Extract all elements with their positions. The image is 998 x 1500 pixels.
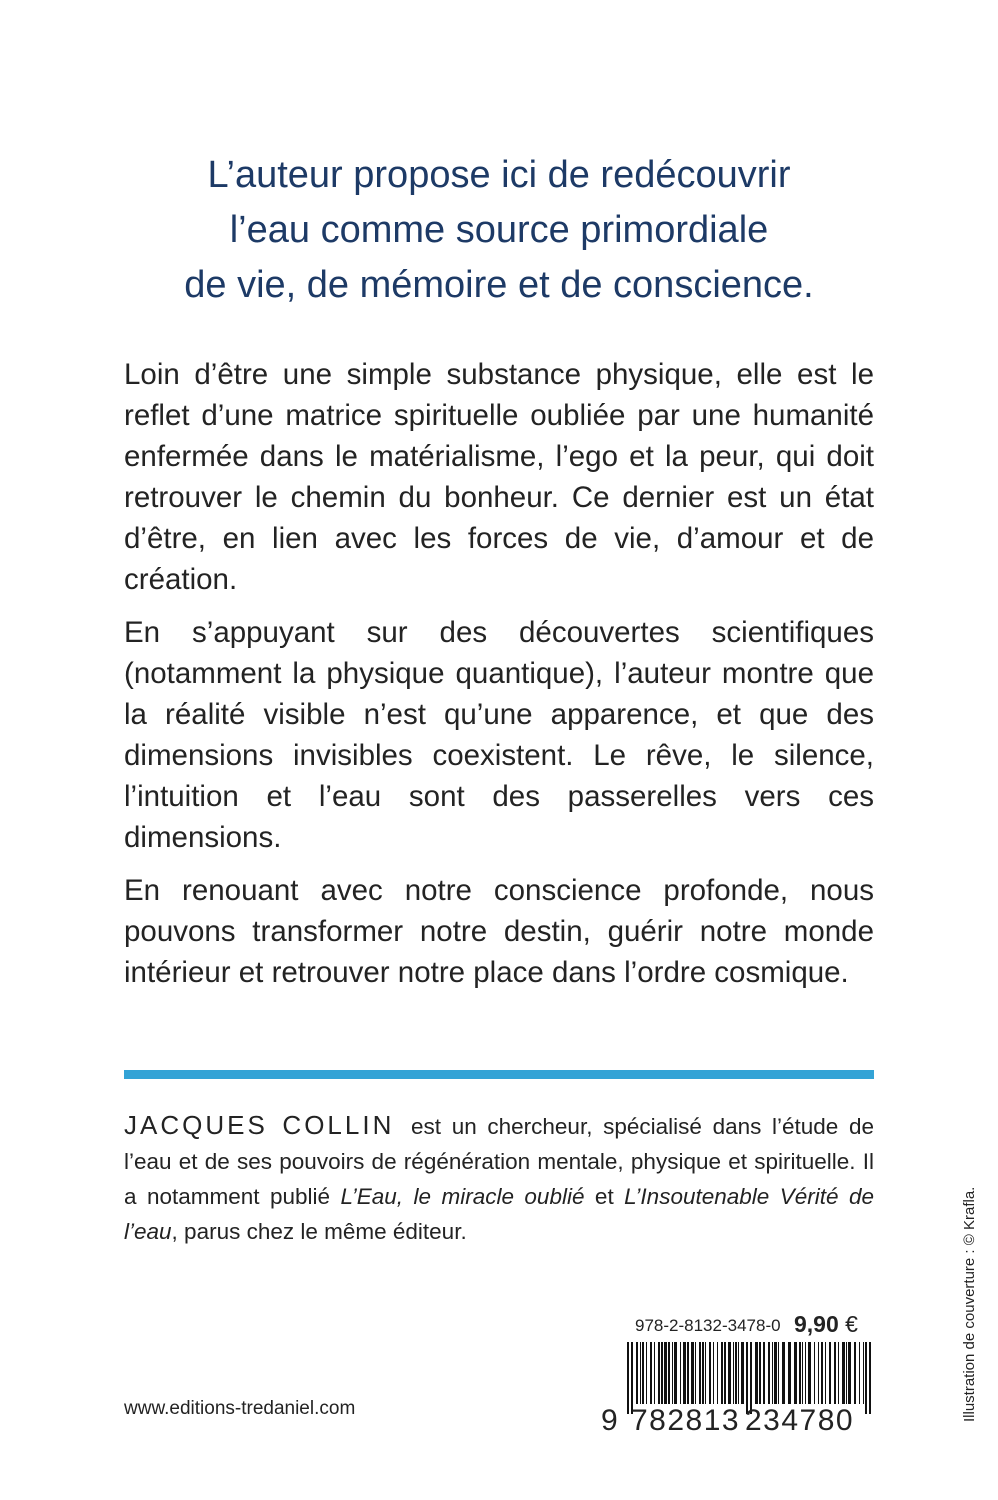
barcode-bar [846, 1342, 847, 1404]
barcode-bar [661, 1342, 663, 1404]
barcode-bar [755, 1342, 758, 1404]
barcode-bar [640, 1342, 641, 1404]
intro-line: l’eau comme source primordiale [229, 209, 769, 251]
barcode-digit-group: 782813 [631, 1404, 741, 1437]
barcode-bar [838, 1342, 839, 1404]
barcode-bar [713, 1342, 714, 1404]
barcode-bar [834, 1342, 836, 1404]
intro-tagline [80, 148, 918, 313]
description-paragraph: En s’appuyant sur des découvertes scientifiques (notamment la physique quantique), l’auteur montre que la réalité visible n’est qu’une apparence, et que des dimensions invisibles coexistent. Le rêve, le silence, l’intuition et l’eau sont des passerelles vers ces dimensions. [124, 616, 874, 854]
barcode-bar [799, 1342, 801, 1404]
barcode-bar [687, 1342, 689, 1404]
bio-text: et [584, 1184, 625, 1209]
barcode-bar [709, 1342, 711, 1404]
publisher-website[interactable]: www.editions-tredaniel.com [124, 1398, 356, 1419]
barcode-block [595, 1310, 885, 1437]
barcode-bar [664, 1342, 667, 1404]
barcode-bar [672, 1342, 673, 1404]
barcode-bar [854, 1342, 856, 1404]
barcode-bar [818, 1342, 819, 1404]
price [794, 1311, 858, 1338]
currency-symbol: € [845, 1311, 858, 1337]
barcode-bar [705, 1342, 706, 1404]
author-bio [124, 1108, 874, 1249]
barcode-bar [650, 1342, 652, 1404]
barcode-bar [695, 1342, 696, 1404]
barcode-bar [782, 1342, 785, 1404]
barcode-bar [642, 1342, 644, 1404]
barcode-bar [683, 1342, 686, 1404]
barcode-bar [738, 1342, 739, 1404]
intro-line: L’auteur propose ici de redécouvrir [207, 154, 791, 196]
isbn-price-line [595, 1310, 885, 1340]
bio-text: est un chercheur, spécialisé dans l’étude de l’eau et de ses pouvoirs de régénération mentale, physique et spirituelle. Il a notamment publié [124, 1114, 874, 1209]
barcode-bar [759, 1342, 761, 1404]
barcode-bar [772, 1342, 773, 1404]
barcode-bar [842, 1342, 845, 1404]
barcode-bar [802, 1342, 803, 1404]
barcode-bar [702, 1342, 704, 1404]
description [124, 354, 874, 993]
barcode-bar [859, 1342, 860, 1404]
barcode-bar [763, 1342, 765, 1404]
barcode-bar [821, 1342, 823, 1404]
divider-rule [124, 1070, 874, 1079]
barcode-bar [808, 1342, 811, 1404]
barcode-bar [668, 1342, 670, 1404]
cover-credit: Illustration de couverture : © Krafla. [961, 1186, 978, 1422]
description-paragraph: En renouant avec notre conscience profonde, nous pouvons transformer notre destin, guérir notre monde intérieur et retrouver notre place dans l’ordre cosmique. [124, 874, 874, 989]
book-title: L’Insoutenable Vérité de l’eau [124, 1184, 874, 1244]
barcode-bar [794, 1342, 797, 1404]
barcode-bar [735, 1342, 737, 1404]
author-name: JACQUES COLLIN [124, 1110, 395, 1140]
barcode-bar [829, 1342, 831, 1404]
barcode-digit-group: 234780 [745, 1404, 855, 1437]
barcode-bar [768, 1342, 770, 1404]
barcode-bar [848, 1342, 851, 1404]
barcode-digits [595, 1404, 885, 1438]
barcode-bar [724, 1342, 726, 1404]
barcode-bar [788, 1342, 791, 1404]
barcode-bar [654, 1342, 655, 1404]
barcode-bar [805, 1342, 806, 1404]
barcode-bar [778, 1342, 779, 1404]
price-value: 9,90 [794, 1311, 839, 1337]
bio-text: , parus chez le même éditeur. [171, 1219, 467, 1244]
barcode-bar [825, 1342, 826, 1404]
intro-line: de vie, de mémoire et de conscience. [184, 264, 814, 306]
barcode-bar [699, 1342, 701, 1404]
barcode-bar [774, 1342, 777, 1404]
isbn-number: 978-2-8132-3478-0 [635, 1316, 781, 1335]
book-title: L’Eau, le miracle oublié [340, 1184, 585, 1209]
barcode-bar [728, 1342, 731, 1404]
barcode-bar [717, 1342, 718, 1404]
barcode-bar [721, 1342, 723, 1404]
barcode-bar [814, 1342, 815, 1404]
barcode-bar [636, 1342, 638, 1404]
barcode-bar [691, 1342, 694, 1404]
description-paragraph: Loin d’être une simple substance physique, elle est le reflet d’une matrice spirituelle oubliée par une humanité enfermée dans le matérialisme, l’ego et la peur, qui doit retrouver le chemin du bonheur. Ce dernier est un état d’être, en lien avec les forces de vie, d’amour et de création. [124, 358, 874, 596]
barcode-bar [646, 1342, 647, 1404]
barcode-bar [741, 1342, 744, 1404]
barcode-bar [680, 1342, 681, 1404]
barcode-bar [863, 1342, 864, 1404]
barcode-bar [733, 1342, 734, 1404]
barcode-bar [674, 1342, 677, 1404]
barcode-bar [658, 1342, 660, 1404]
barcode-digit: 9 [601, 1404, 620, 1437]
